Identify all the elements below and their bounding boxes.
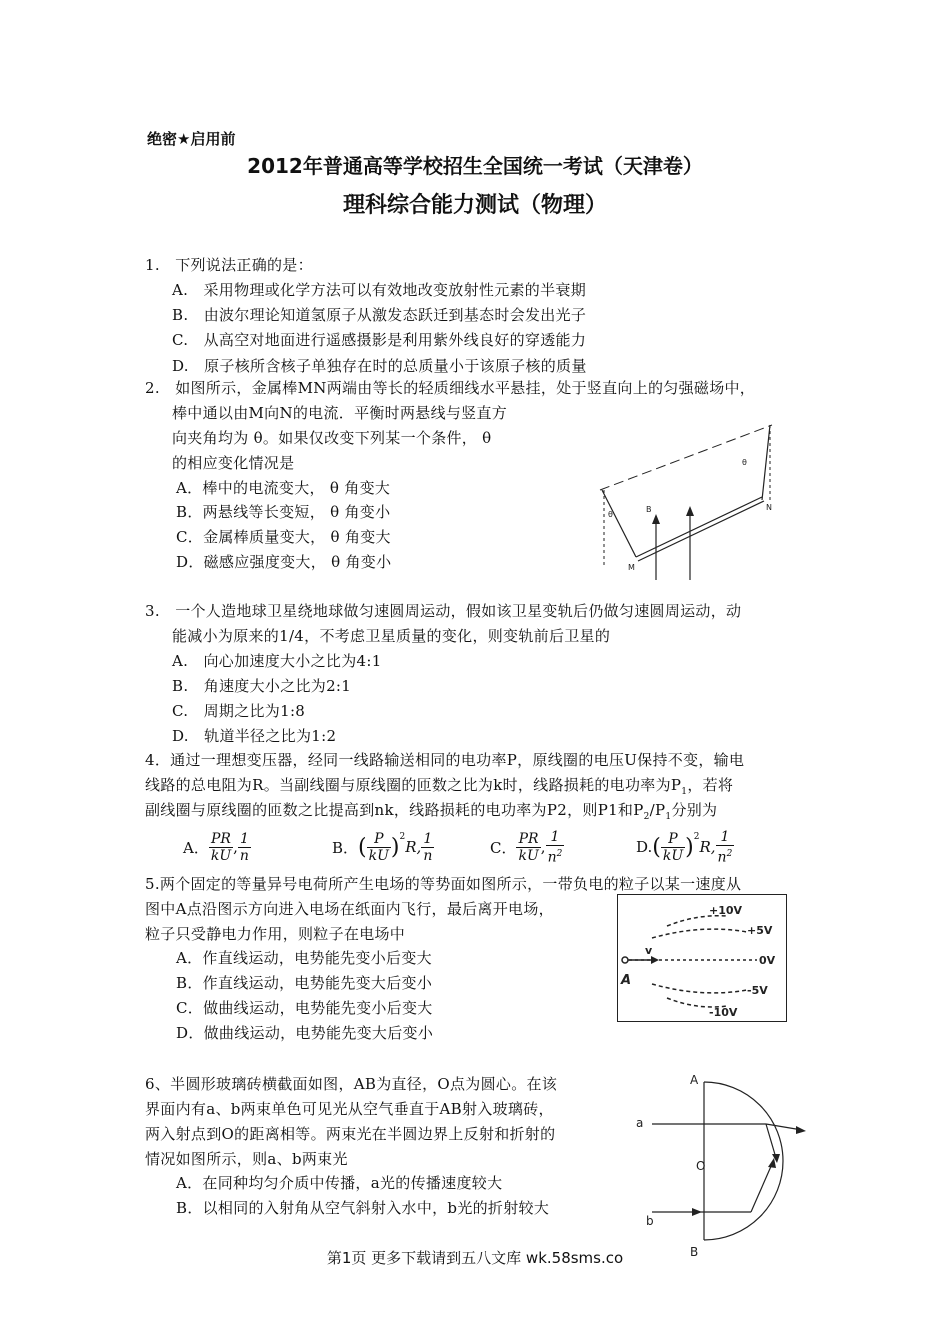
q4-line-2a: 线路的总电阻为R。当副线圈与原线圈的匝数之比为k时，线路损耗的电功率为P bbox=[145, 776, 682, 794]
q4-d-frac2: $\frac{1}{n^2}$ bbox=[717, 828, 733, 866]
q4-b-frac2: $\frac{1}{n}$ bbox=[423, 830, 433, 864]
theta-right-label: θ bbox=[742, 458, 747, 467]
q1-stem: 1. 下列说法正确的是： bbox=[145, 256, 313, 274]
level-zero: 0V bbox=[759, 954, 776, 967]
q2-stem-2: 棒中通以由M向N的电流．平衡时两悬线与竖直方 bbox=[172, 404, 508, 422]
q6-stem-2: 界面内有a、b两束单色可见光从空气垂直于AB射入玻璃砖， bbox=[145, 1100, 554, 1118]
q4-b-open: ( bbox=[358, 834, 367, 860]
rod-mn-top bbox=[636, 497, 762, 557]
q4-d-r: R, bbox=[699, 838, 716, 856]
q3-option-c: C. 周期之比为1:8 bbox=[172, 702, 306, 720]
q4-b-close: ) bbox=[390, 834, 400, 860]
q4-c-frac1: $\frac{PR}{kU}$ bbox=[518, 830, 539, 864]
m-label: M bbox=[628, 563, 635, 572]
q4-d-open: ( bbox=[652, 834, 661, 860]
right-thread bbox=[762, 425, 770, 500]
q6-option-b: B．以相同的入射角从空气斜射入水中，b光的折射较大 bbox=[176, 1199, 550, 1217]
q3-stem-2: 能减小为原来的1/4，不考虑卫星质量的变化，则变轨前后卫星的 bbox=[172, 627, 611, 645]
level-minus5: -5V bbox=[747, 984, 768, 997]
q4-line-3 bbox=[145, 800, 717, 827]
q4-d-frac1: $\frac{P}{kU}$ bbox=[662, 830, 684, 864]
footer-suffix: 页 更多下载请到五八文库 wk.58sms.co bbox=[351, 1249, 624, 1267]
ray-b-reflect-arrowhead bbox=[768, 1158, 776, 1168]
q4-c-frac2: $\frac{1}{n^2}$ bbox=[547, 828, 563, 866]
q4-line-1: 4．通过一理想变压器，经同一线路输送相同的电功率P，原线圈的电压U保持不变，输电 bbox=[145, 751, 745, 769]
q4-line-3-sub2: 1 bbox=[665, 812, 672, 822]
q6-stem-3: 两入射点到O的距离相等。两束光在半圆边界上反射和折射的 bbox=[145, 1125, 556, 1143]
exam-subtitle: 理科综合能力测试（物理） bbox=[342, 193, 607, 218]
rod-mn-bottom bbox=[638, 501, 764, 561]
a-label: A bbox=[621, 973, 632, 988]
b-label: B bbox=[646, 505, 652, 514]
q4-a-label: A． bbox=[183, 838, 209, 857]
level-plus10: +10V bbox=[709, 904, 743, 917]
q5-stem-3: 粒子只受静电力作用，则粒子在电场中 bbox=[145, 925, 406, 943]
q5-stem-1: 5.两个固定的等量异号电荷所产生电场的等势面如图所示，一带负电的粒子以某一速度从 bbox=[145, 875, 742, 893]
q4-line-3a: 副线圈与原线圈的匝数之比提高到nk，线路损耗的电功率为P2，则P1和P bbox=[145, 801, 644, 819]
q4-line-3c: 分别为 bbox=[671, 801, 718, 819]
level-plus5: +5V bbox=[747, 924, 773, 937]
q4-c-label: C． bbox=[490, 838, 517, 857]
left-thread bbox=[602, 490, 636, 557]
footer-page-number: 1 bbox=[341, 1249, 352, 1267]
q2-stem-4: 的相应变化情况是 bbox=[172, 454, 295, 472]
q4-d-close: ) bbox=[685, 834, 694, 860]
level-minus10: -10V bbox=[709, 1006, 738, 1019]
q5-option-d: D．做曲线运动，电势能先变大后变小 bbox=[176, 1024, 434, 1042]
exam-title: 2012年普通高等学校招生全国统一考试（天津卷） bbox=[247, 154, 703, 178]
label-o: O bbox=[696, 1159, 706, 1173]
q1-option-b: B. 由波尔理论知道氢原子从激发态跃迁到基态时会发出光子 bbox=[172, 306, 587, 324]
q2-option-a: A．棒中的电流变大， θ 角变大 bbox=[176, 479, 391, 497]
q6-stem-1: 6、半圆形玻璃砖横截面如图，AB为直径，O点为圆心。在该 bbox=[145, 1075, 558, 1093]
label-ray-a: a bbox=[636, 1116, 644, 1130]
q4-b-exp: 2 bbox=[399, 832, 406, 842]
ray-a-reflected bbox=[766, 1124, 776, 1158]
q4-a-frac1: $\frac{PR}{kU}$ bbox=[210, 830, 232, 864]
q2-option-c: C．金属棒质量变大， θ 角变大 bbox=[176, 528, 391, 546]
footer-prefix: 第 bbox=[326, 1249, 342, 1267]
q2-option-b: B．两悬线等长变短， θ 角变小 bbox=[176, 503, 391, 521]
q4-b-r: R, bbox=[405, 838, 422, 856]
q4-d-exp: 2 bbox=[693, 832, 700, 842]
q4-a-frac2: $\frac{1}{n}$ bbox=[239, 830, 249, 864]
q6-stem-4: 情况如图所示，则a、b两束光 bbox=[145, 1150, 348, 1168]
q5-option-a: A．作直线运动，电势能先变小后变大 bbox=[176, 949, 432, 967]
q5-stem-2: 图中A点沿图示方向进入电场在纸面内飞行，最后离开电场， bbox=[145, 900, 554, 918]
q1-option-c: C. 从高空对地面进行遥感摄影是利用紫外线良好的穿透能力 bbox=[172, 331, 587, 349]
ray-b-arrowhead bbox=[692, 1208, 702, 1216]
q2-figure bbox=[590, 420, 790, 585]
q3-option-b: B. 角速度大小之比为2:1 bbox=[172, 677, 352, 695]
q6-option-a: A．在同种均匀介质中传播，a光的传播速度较大 bbox=[176, 1174, 503, 1192]
q4-d-label: D. bbox=[636, 838, 653, 856]
q4-option-d bbox=[636, 824, 734, 870]
q4-b-label: B． bbox=[332, 838, 359, 857]
q1-option-d: D. 原子核所含核子单独存在时的总质量小于该原子核的质量 bbox=[172, 357, 587, 375]
theta-left-label: θ bbox=[608, 510, 613, 519]
q3-stem-1: 3. 一个人造地球卫星绕地球做匀速圆周运动，假如该卫星变轨后仍做匀速圆周运动，动 bbox=[145, 602, 742, 620]
point-a-dot bbox=[622, 957, 628, 963]
q4-line-3-sub1: 2 bbox=[643, 812, 650, 822]
q4-line-2b: ，若将 bbox=[687, 776, 734, 794]
field-arrow-2 bbox=[686, 506, 694, 516]
ray-b-reflected bbox=[751, 1164, 772, 1212]
q5-option-c: C．做曲线运动，电势能先变小后变大 bbox=[176, 999, 433, 1017]
v-label: v bbox=[645, 944, 653, 957]
q4-line-2 bbox=[145, 775, 733, 802]
semicircle-arc bbox=[704, 1082, 783, 1240]
q2-stem-3: 向夹角均为 θ。如果仅改变下列某一个条件， θ bbox=[172, 429, 492, 447]
label-ray-b: b bbox=[646, 1214, 654, 1228]
q5-option-b: B．作直线运动，电势能先变大后变小 bbox=[176, 974, 433, 992]
n-label: N bbox=[766, 503, 772, 512]
field-arrow-1 bbox=[652, 514, 660, 524]
q3-option-a: A. 向心加速度大小之比为4:1 bbox=[172, 652, 382, 670]
q6-figure bbox=[632, 1072, 812, 1264]
page-footer bbox=[0, 1247, 950, 1268]
ray-a-arrowhead bbox=[796, 1126, 806, 1134]
q2-stem-1: 2. 如图所示，金属棒MN两端由等长的轻质细线水平悬挂，处于竖直向上的匀强磁场中， bbox=[145, 379, 756, 397]
q4-option-c: C． $\frac{PR}{kU}$ , $\frac{1}{n^2}$ bbox=[490, 828, 563, 866]
q4-b-frac1: $\frac{P}{kU}$ bbox=[368, 830, 389, 864]
label-a-point: A bbox=[690, 1073, 699, 1087]
q4-line-2-sub: 1 bbox=[681, 787, 688, 797]
q4-line-3b: /P bbox=[649, 801, 666, 819]
q4-option-b bbox=[332, 824, 434, 870]
q4-option-a: A． $\frac{PR}{kU}$ , $\frac{1}{n}$ bbox=[183, 830, 249, 864]
label-b-point: B bbox=[690, 1245, 699, 1259]
q1-option-a: A. 采用物理或化学方法可以有效地改变放射性元素的半衰期 bbox=[172, 281, 587, 299]
q3-option-d: D. 轨道半径之比为1:2 bbox=[172, 727, 337, 745]
secret-label: 绝密★启用前 bbox=[147, 130, 236, 148]
q2-option-d: D．磁感应强度变大， θ 角变小 bbox=[176, 553, 392, 571]
q5-figure bbox=[617, 894, 787, 1022]
